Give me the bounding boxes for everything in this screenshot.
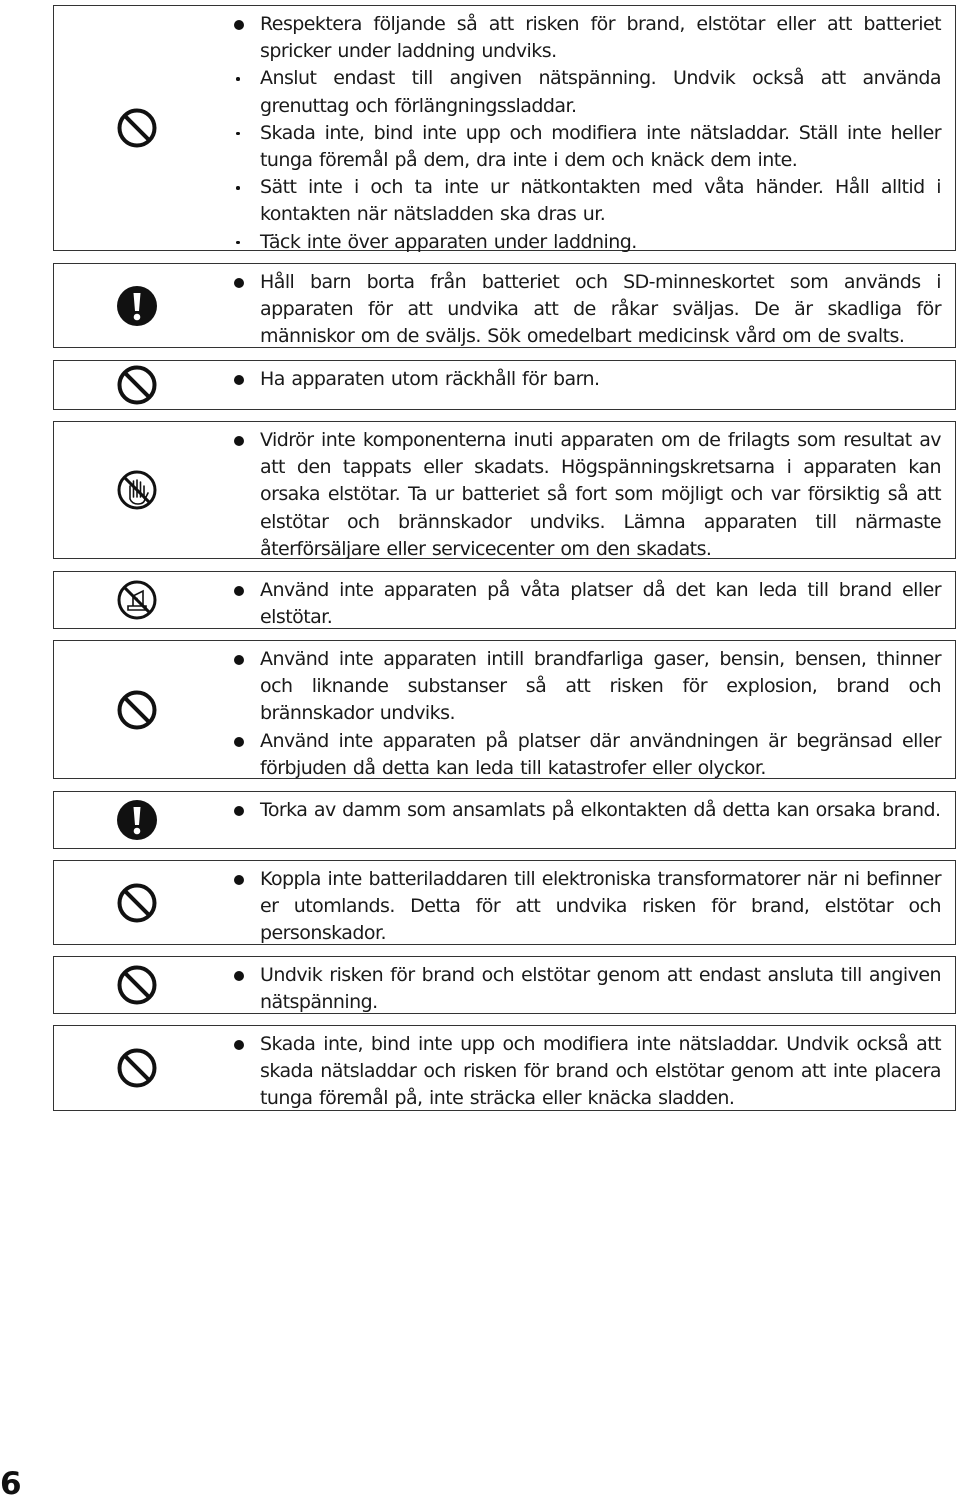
icon-cell xyxy=(54,6,219,250)
bullet-item: Håll barn borta från batteriet och SD-minneskortet som används i apparaten för att undvika att de råkar sväljas. De är skadliga för människor om de sväljs. Sök omedelbart medicinsk vård om de svalts. xyxy=(232,269,941,351)
prohibition-icon xyxy=(116,364,158,406)
warning-text xyxy=(232,962,941,1016)
icon-cell xyxy=(54,572,219,628)
bullet-item: Ha apparaten utom räckhåll för barn. xyxy=(232,366,941,393)
warning-text xyxy=(232,797,941,824)
warning-text xyxy=(232,427,941,563)
warning-row xyxy=(53,860,956,945)
warning-text xyxy=(232,11,941,256)
icon-cell xyxy=(54,861,219,944)
prohibition-icon xyxy=(116,964,158,1006)
page-number: 6 xyxy=(0,1466,22,1502)
warning-row xyxy=(53,571,956,629)
bullet-item: Koppla inte batteriladdaren till elektroniska transformatorer när ni befinner er utomlands. Detta för att undvika risken för brand, elstötar och personskador. xyxy=(232,866,941,948)
sub-item: Täck inte över apparaten under laddning. xyxy=(232,229,941,256)
bullet-item: Respektera följande så att risken för brand, elstötar eller att batteriet spricker under laddning undviks. xyxy=(232,11,941,65)
bullet-item: Undvik risken för brand och elstötar genom att endast ansluta till angiven nätspänning. xyxy=(232,962,941,1016)
warning-row xyxy=(53,360,956,410)
icon-cell xyxy=(54,792,219,848)
bullet-item: Vidrör inte komponenterna inuti apparaten om de frilagts som resultat av att den tappats eller skadats. Högspänningskretsarna i apparaten kan orsaka elstötar. Ta ur batteriet så fort som möjligt och var försiktig så att elstötar och brännskador undviks. Lämna apparaten till närmaste återförsäljare eller servicecenter om den skadats. xyxy=(232,427,941,563)
warning-row xyxy=(53,421,956,559)
warning-text xyxy=(232,646,941,782)
prohibition-icon xyxy=(116,1047,158,1089)
warning-text xyxy=(232,269,941,351)
icon-cell xyxy=(54,641,219,778)
icon-cell xyxy=(54,1026,219,1110)
icon-cell xyxy=(54,957,219,1013)
do-not-touch-icon xyxy=(116,469,158,511)
warning-row xyxy=(53,5,956,251)
prohibition-icon xyxy=(116,689,158,731)
icon-cell xyxy=(54,361,219,409)
icon-cell xyxy=(54,264,219,347)
bullet-item: Använd inte apparaten intill brandfarliga gaser, bensin, bensen, thinner och liknande substanser så att risken för explosion, brand och brännskador undviks. xyxy=(232,646,941,728)
warning-text xyxy=(232,577,941,631)
warning-text xyxy=(232,366,941,393)
warning-text xyxy=(232,866,941,948)
sub-item: Skada inte, bind inte upp och modifiera inte nätsladdar. Ställ inte heller tunga föremål på dem, dra inte i dem och knäck dem inte. xyxy=(232,120,941,174)
mandatory-action-icon xyxy=(116,799,158,841)
sub-item: Anslut endast till angiven nätspänning. Undvik också att använda grenuttag och förlängningssladdar. xyxy=(232,65,941,119)
warning-row xyxy=(53,640,956,779)
warning-row xyxy=(53,1025,956,1111)
bullet-item: Skada inte, bind inte upp och modifiera inte nätsladdar. Undvik också att skada nätsladdar och risken för brand och elstötar genom att inte placera tunga föremål på, inte sträcka eller knäcka sladden. xyxy=(232,1031,941,1113)
bullet-item: Torka av damm som ansamlats på elkontakten då detta kan orsaka brand. xyxy=(232,797,941,824)
prohibition-icon xyxy=(116,882,158,924)
prohibition-icon xyxy=(116,107,158,149)
warning-text xyxy=(232,1031,941,1113)
mandatory-action-icon xyxy=(116,285,158,327)
bullet-item: Använd inte apparaten på våta platser då det kan leda till brand eller elstötar. xyxy=(232,577,941,631)
warning-row xyxy=(53,263,956,348)
no-wet-locations-icon xyxy=(116,579,158,621)
bullet-item: Använd inte apparaten på platser där användningen är begränsad eller förbjuden då detta kan leda till katastrofer eller olyckor. xyxy=(232,728,941,782)
icon-cell xyxy=(54,422,219,558)
warning-row xyxy=(53,956,956,1014)
warning-row xyxy=(53,791,956,849)
sub-item: Sätt inte i och ta inte ur nätkontakten med våta händer. Håll alltid i kontakten när nätsladden ska dras ur. xyxy=(232,174,941,228)
